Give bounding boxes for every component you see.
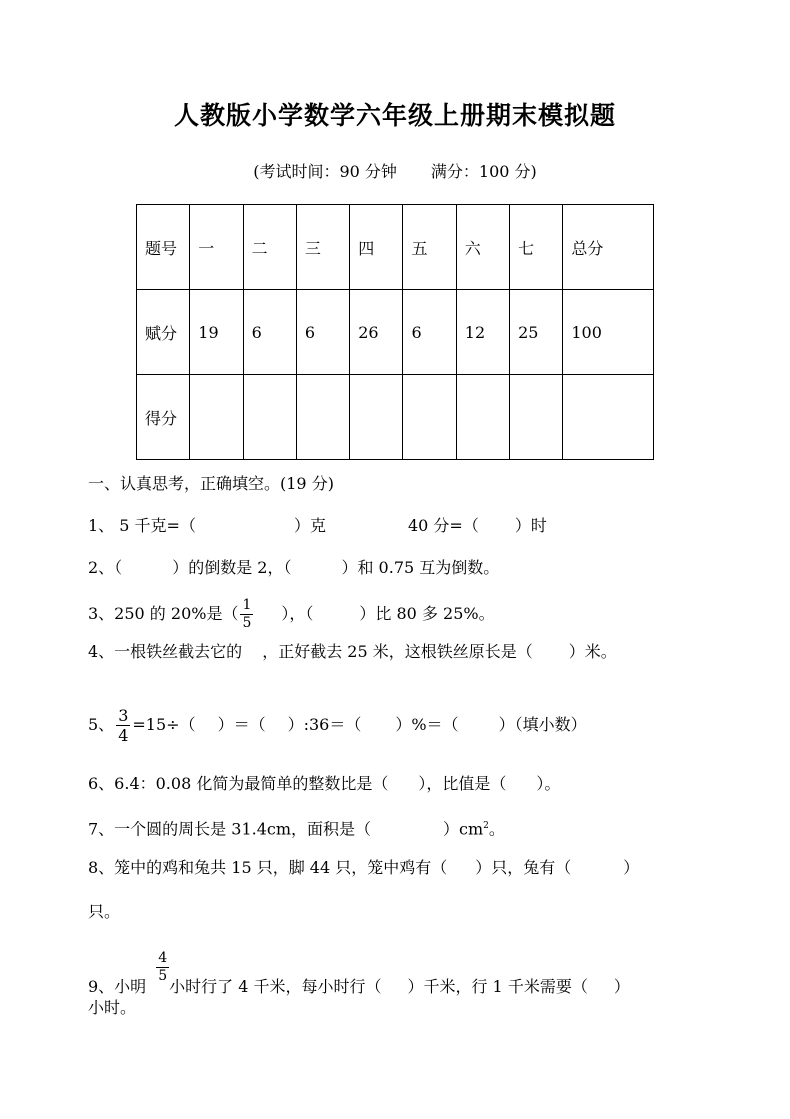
question-3	[88, 597, 495, 632]
table-cell: 100	[563, 290, 654, 375]
table-cell: 四	[350, 205, 403, 290]
score-entry-cell[interactable]	[403, 375, 456, 460]
question-text: ，正好截去 25 米，这根铁丝原长是（	[262, 642, 533, 661]
table-cell: 12	[456, 290, 509, 375]
score-entry-cell[interactable]	[296, 375, 349, 460]
question-text: 4、一根铁丝截去它的	[88, 642, 243, 661]
exam-full-score: 满分：100 分)	[430, 162, 537, 181]
question-text: ），比值是（	[418, 774, 507, 793]
question-text: ）（填小数）	[498, 715, 587, 734]
score-entry-cell[interactable]	[456, 375, 509, 460]
exam-time: (考试时间：90 分钟	[253, 162, 397, 181]
table-cell: 19	[190, 290, 243, 375]
score-entry-cell[interactable]	[243, 375, 296, 460]
table-cell: 得分	[137, 375, 190, 460]
question-text: =15÷（	[132, 715, 196, 734]
table-cell: 二	[243, 205, 296, 290]
question-6	[88, 774, 560, 794]
table-cell: 6	[243, 290, 296, 375]
table-row-points	[137, 290, 654, 375]
question-text: ）	[623, 858, 640, 877]
fraction-numerator: 1	[242, 597, 252, 613]
fraction	[240, 597, 253, 632]
question-7	[88, 816, 505, 839]
table-cell: 6	[296, 290, 349, 375]
question-text: 2、（	[88, 558, 123, 577]
table-cell: 总分	[563, 205, 654, 290]
question-text: ）克	[293, 516, 326, 535]
question-text: ）	[613, 977, 630, 996]
table-row-score	[137, 375, 654, 460]
table-cell: 五	[403, 205, 456, 290]
question-8	[88, 858, 639, 878]
score-entry-cell[interactable]	[350, 375, 403, 460]
question-text: ）千米，行 1 千米需要（	[407, 977, 588, 996]
question-2	[88, 558, 499, 578]
table-cell: 一	[190, 205, 243, 290]
score-entry-cell[interactable]	[510, 375, 563, 460]
question-text: 6、6.4：0.08 化简为最简单的整数比是（	[88, 774, 389, 793]
question-text: ）。	[536, 774, 561, 793]
question-text: ）和 0.75 互为倒数。	[341, 558, 500, 577]
question-text: 7、一个圆的周长是 31.4cm，面积是（	[88, 819, 372, 839]
question-text: ）＝（	[217, 715, 266, 734]
question-text: 。	[488, 819, 505, 839]
table-cell: 题号	[137, 205, 190, 290]
fraction-denominator: 5	[158, 968, 168, 984]
fraction	[116, 706, 130, 745]
question-text: 1、 5 千克=（	[88, 516, 196, 535]
fraction-numerator: 3	[118, 706, 129, 725]
question-8-continued: 只。	[88, 902, 121, 921]
question-text: ），（	[281, 604, 314, 623]
fraction	[156, 950, 169, 985]
section-heading: 一、认真思考，正确填空。(19 分)	[88, 474, 334, 493]
question-text: ）%＝（	[395, 715, 459, 734]
exam-info	[0, 159, 790, 182]
fraction-numerator: 4	[158, 950, 168, 966]
table-cell: 赋分	[137, 290, 190, 375]
question-text: ）cm	[443, 819, 484, 839]
question-5	[88, 706, 587, 745]
question-text: 8、笼中的鸡和兔共 15 只，脚 44 只，笼中鸡有（	[88, 858, 448, 877]
question-text: 3、250 的 20%是（	[88, 604, 239, 623]
question-9-continued: 小时。	[88, 998, 137, 1017]
table-cell: 25	[510, 290, 563, 375]
question-text: 5、	[88, 715, 115, 734]
table-cell: 26	[350, 290, 403, 375]
question-text: 小时行了 4 千米，每小时行（	[169, 977, 382, 996]
question-9	[88, 950, 630, 997]
fraction-denominator: 4	[118, 726, 129, 745]
page-title: 人教版小学数学六年级上册期末模拟题	[173, 101, 616, 130]
question-text: ）比 80 多 25%。	[359, 604, 495, 623]
question-text: ）的倒数是 2，（	[172, 558, 292, 577]
question-4	[88, 642, 617, 662]
question-text: 9、小明	[88, 977, 147, 996]
table-cell: 六	[456, 205, 509, 290]
score-table	[136, 204, 654, 460]
superscript: 2	[483, 821, 489, 831]
question-1	[88, 516, 547, 536]
table-row-question-number	[137, 205, 654, 290]
score-entry-cell[interactable]	[190, 375, 243, 460]
question-text: ）时	[514, 516, 547, 535]
question-text: ）:36＝（	[287, 715, 362, 734]
table-cell: 6	[403, 290, 456, 375]
table-cell: 三	[296, 205, 349, 290]
score-entry-cell[interactable]	[563, 375, 654, 460]
question-text: ）只，兔有（	[475, 858, 572, 877]
question-text: 40 分=（	[407, 516, 479, 535]
question-text: ）米。	[568, 642, 617, 661]
fraction-denominator: 5	[242, 615, 252, 631]
table-cell: 七	[510, 205, 563, 290]
